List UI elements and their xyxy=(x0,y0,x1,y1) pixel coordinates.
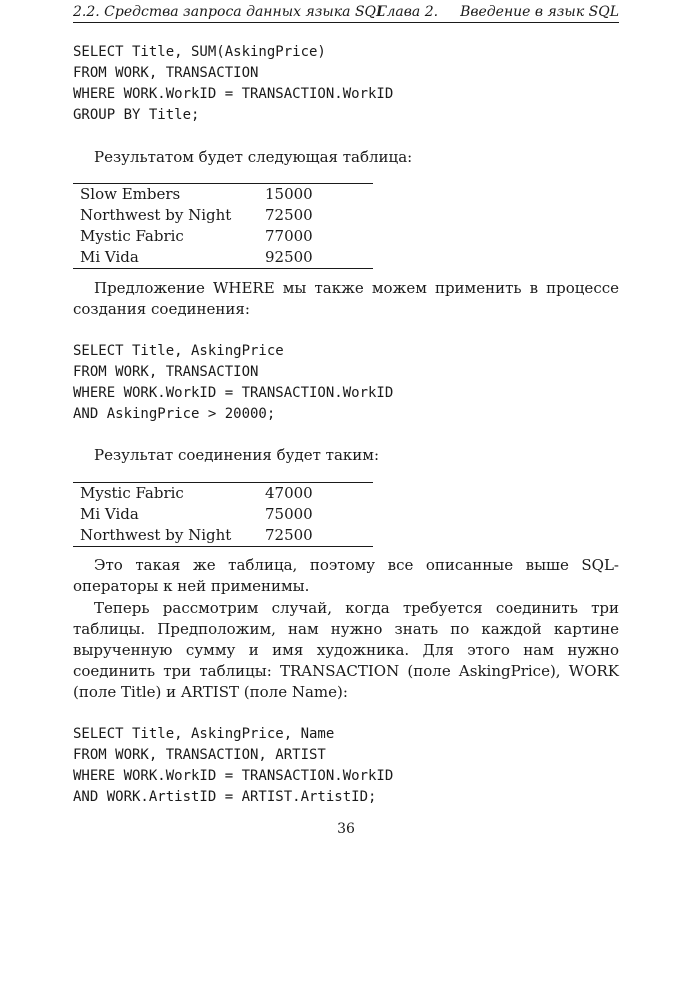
code-line: GROUP BY Title; xyxy=(73,107,200,123)
code-line: SELECT Title, SUM(AskingPrice) xyxy=(73,44,326,60)
cell-price: 72500 xyxy=(265,206,313,224)
table-row xyxy=(73,525,373,547)
running-header xyxy=(73,3,619,21)
cell-price: 15000 xyxy=(265,185,313,203)
code-block-where-query xyxy=(73,341,393,425)
cell-title: Northwest by Night xyxy=(80,206,232,224)
cell-title: Mi Vida xyxy=(80,505,139,523)
code-line: FROM WORK, TRANSACTION xyxy=(73,65,259,81)
paragraph-where-join: Предложение WHERE мы также можем применить в процессе создания соединения: xyxy=(73,279,619,318)
paragraph-three-tables: Теперь рассмотрим случай, когда требуется соединить три таблицы. Предположим, нам нужно знать по каждой картине вырученную сумму и имя художника. Для этого нам нужно соединить три таблицы: TRANSACTION (поле AskingPrice), WORK (поле Title) и ARTIST (поле Name): xyxy=(73,599,619,701)
code-line: WHERE WORK.WorkID = TRANSACTION.WorkID xyxy=(73,385,394,401)
cell-price: 72500 xyxy=(265,526,313,544)
result-table-sum xyxy=(73,183,373,269)
code-line: AND WORK.ArtistID = ARTIST.ArtistID; xyxy=(73,789,377,805)
table-row xyxy=(73,483,373,505)
paragraph-result-table-intro: Результатом будет следующая таблица: xyxy=(94,148,413,166)
table-row xyxy=(73,184,373,206)
code-line: FROM WORK, TRANSACTION xyxy=(73,364,259,380)
header-chapter-title: Введение в язык SQL xyxy=(460,4,619,20)
book-page xyxy=(73,0,619,990)
header-rule xyxy=(73,22,619,23)
code-line: SELECT Title, AskingPrice, Name xyxy=(73,726,335,742)
cell-price: 75000 xyxy=(265,505,313,523)
paragraph-same-table: Это такая же таблица, поэтому все описанные выше SQL-операторы к ней применимы. xyxy=(73,556,619,595)
code-line: WHERE WORK.WorkID = TRANSACTION.WorkID xyxy=(73,768,394,784)
result-table-join xyxy=(73,482,373,547)
code-line: SELECT Title, AskingPrice xyxy=(73,343,284,359)
cell-title: Mi Vida xyxy=(80,248,139,266)
header-chapter-number: Глава 2. xyxy=(377,4,439,20)
code-line: WHERE WORK.WorkID = TRANSACTION.WorkID xyxy=(73,86,394,102)
cell-title: Slow Embers xyxy=(80,185,181,203)
code-block-three-table-query xyxy=(73,724,393,808)
table-row xyxy=(73,205,373,226)
page-number: 36 xyxy=(337,821,355,837)
header-chapter xyxy=(377,3,619,21)
code-block-sum-query xyxy=(73,42,393,126)
cell-price: 77000 xyxy=(265,227,313,245)
table-row xyxy=(73,247,373,269)
cell-price: 92500 xyxy=(265,248,313,266)
header-section-title: 2.2. Средства запроса данных языка SQL xyxy=(73,4,386,20)
cell-price: 47000 xyxy=(265,484,313,502)
paragraph-join-result-intro: Результат соединения будет таким: xyxy=(94,446,379,464)
cell-title: Northwest by Night xyxy=(80,526,232,544)
table-row xyxy=(73,226,373,247)
code-line: FROM WORK, TRANSACTION, ARTIST xyxy=(73,747,326,763)
code-line: AND AskingPrice > 20000; xyxy=(73,406,276,422)
cell-title: Mystic Fabric xyxy=(80,484,184,502)
cell-title: Mystic Fabric xyxy=(80,227,184,245)
table-row xyxy=(73,504,373,525)
